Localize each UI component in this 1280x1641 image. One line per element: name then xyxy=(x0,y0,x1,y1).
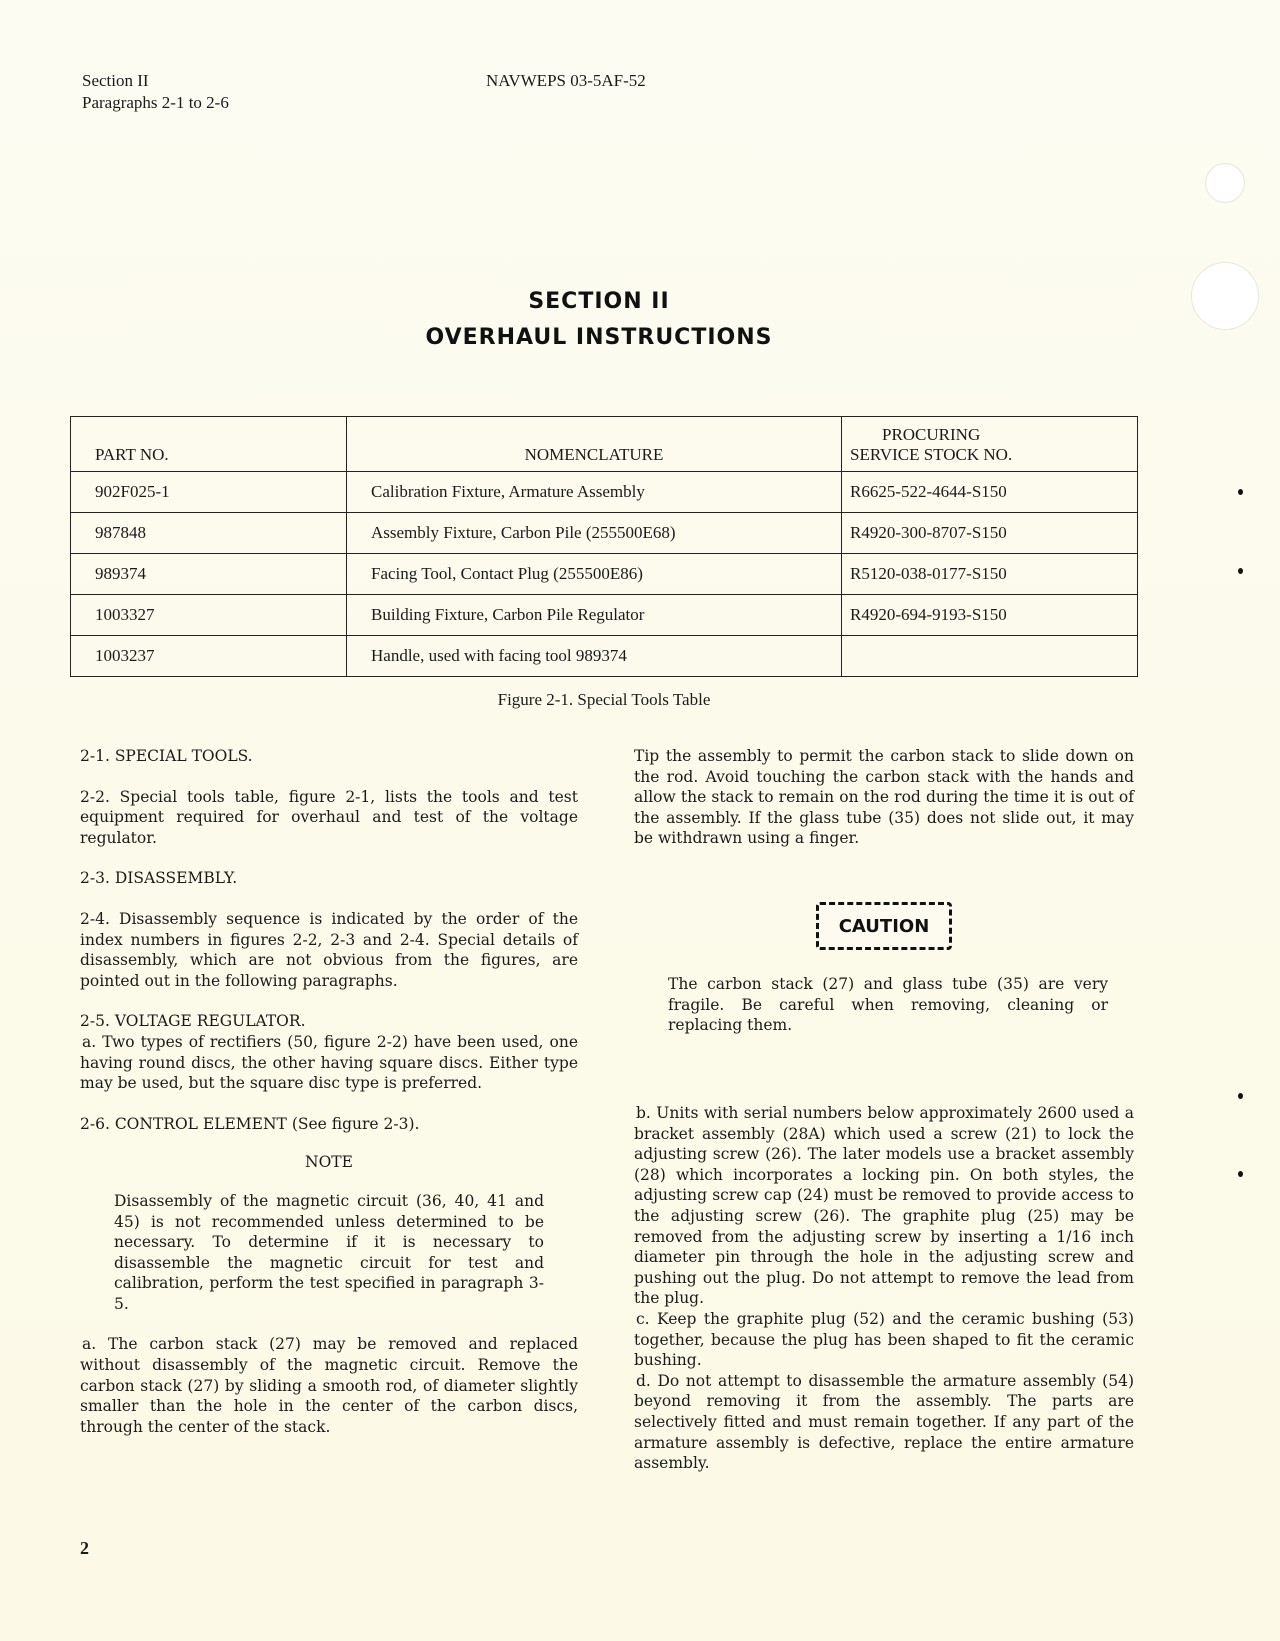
stock-no-cell xyxy=(842,636,1138,677)
section-label: Section II xyxy=(82,71,149,90)
paragraph-2-6-heading: 2-6. CONTROL ELEMENT (See figure 2-3). xyxy=(80,1114,420,1133)
right-column-bottom xyxy=(634,1103,1134,1474)
change-bar-dot-icon xyxy=(1238,489,1243,495)
part-no-cell: 1003237 xyxy=(71,636,347,677)
paragraph-2-2: 2-2. Special tools table, figure 2-1, lists the tools and test equipment required for overhaul and test of the voltage regulator. xyxy=(80,787,578,847)
punch-hole-icon xyxy=(1191,262,1259,330)
note-heading: NOTE xyxy=(305,1153,353,1172)
caution-banner xyxy=(816,902,952,950)
table-row xyxy=(71,554,1138,595)
table-header-row xyxy=(71,417,1138,472)
stock-no-header-line2: SERVICE STOCK NO. xyxy=(850,445,1013,464)
change-bar-dot-icon xyxy=(1238,1171,1243,1177)
paragraph-2-6-d: d. Do not attempt to disassemble the armature assembly (54) beyond removing it from the assembly. The parts are selectively fitted and must remain together. If any part of the armature assembly is defective, replace the entire armature assembly. xyxy=(634,1371,1134,1473)
column-header-nomenclature: NOMENCLATURE xyxy=(347,417,842,472)
change-bar-dot-icon xyxy=(1238,1093,1243,1099)
caution-label: CAUTION xyxy=(838,915,930,937)
special-tools-table xyxy=(70,416,1138,677)
section-heading: SECTION II xyxy=(528,289,670,314)
paragraph-2-6-a-continued: Tip the assembly to permit the carbon stack to slide down on the rod. Avoid touching the carbon stack with the hands and allow the stack to remain on the rod during the time it is out of the assembly. If the glass tube (35) does not slide out, it may be withdrawn using a finger. xyxy=(634,747,1134,848)
table-row xyxy=(71,513,1138,554)
part-no-cell: 989374 xyxy=(71,554,347,595)
column-header-part-no: PART NO. xyxy=(71,417,347,472)
paragraph-2-5-a: a. Two types of rectifiers (50, figure 2-2) have been used, one having round discs, the other having square discs. Either type may be used, but the square disc type is preferred. xyxy=(80,1032,578,1093)
table-row xyxy=(71,472,1138,513)
stock-no-header-line1: PROCURING xyxy=(881,425,981,444)
part-no-cell: 1003327 xyxy=(71,595,347,636)
stock-no-cell: R5120-038-0177-S150 xyxy=(842,554,1138,595)
nomenclature-cell: Calibration Fixture, Armature Assembly xyxy=(347,472,842,513)
paragraph-2-1-heading: 2-1. SPECIAL TOOLS. xyxy=(80,747,253,765)
paragraph-2-6-c: c. Keep the graphite plug (52) and the ceramic bushing (53) together, because the plug has been shaped to fit the ceramic bushing. xyxy=(634,1309,1134,1370)
nomenclature-cell: Assembly Fixture, Carbon Pile (255500E68) xyxy=(347,513,842,554)
table-row xyxy=(71,636,1138,677)
paragraph-2-3-heading: 2-3. DISASSEMBLY. xyxy=(80,869,238,888)
paragraph-2-4: 2-4. Disassembly sequence is indicated by the order of the index numbers in figures 2-2, 2-3 and 2-4. Special details of disassembly, which are not obvious from the figures, are pointed out in the following paragraphs. xyxy=(80,909,578,990)
paragraph-range: Paragraphs 2-1 to 2-6 xyxy=(82,93,229,112)
figure-caption: Figure 2-1. Special Tools Table xyxy=(497,690,711,709)
stock-no-cell: R6625-522-4644-S150 xyxy=(842,472,1138,513)
stock-no-cell: R4920-694-9193-S150 xyxy=(842,595,1138,636)
page-number: 2 xyxy=(80,1538,89,1558)
part-no-cell: 902F025-1 xyxy=(71,472,347,513)
document-number: NAVWEPS 03-5AF-52 xyxy=(486,71,646,90)
nomenclature-cell: Facing Tool, Contact Plug (255500E86) xyxy=(347,554,842,595)
caution-text: The carbon stack (27) and glass tube (35) are very fragile. Be careful when removing, cleaning or replacing them. xyxy=(668,975,1108,1035)
part-no-cell: 987848 xyxy=(71,513,347,554)
stock-no-cell: R4920-300-8707-S150 xyxy=(842,513,1138,554)
running-header-left xyxy=(82,70,229,114)
section-subheading: OVERHAUL INSTRUCTIONS xyxy=(425,325,773,350)
column-header-stock-no xyxy=(842,417,1138,472)
nomenclature-cell: Building Fixture, Carbon Pile Regulator xyxy=(347,595,842,636)
right-column-top xyxy=(634,746,1134,849)
nomenclature-cell: Handle, used with facing tool 989374 xyxy=(347,636,842,677)
punch-hole-icon xyxy=(1205,163,1245,203)
paragraph-2-5-heading: 2-5. VOLTAGE REGULATOR. xyxy=(80,1012,306,1031)
note-body: Disassembly of the magnetic circuit (36, 40, 41 and 45) is not recommended unless determined to be necessary. To determine if it is necessary to disassemble the magnetic circuit for test and calibration, perform the test specified in paragraph 3-5. xyxy=(114,1191,544,1313)
change-bar-dot-icon xyxy=(1238,568,1243,574)
table-row xyxy=(71,595,1138,636)
paragraph-2-6-b: b. Units with serial numbers below approximately 2600 used a bracket assembly (28A) which used a screw (21) to lock the adjusting screw (26). The later models use a bracket assembly (28) which incorporates a locking pin. On both styles, the adjusting screw cap (24) must be removed to provide access to the adjusting screw (26). The graphite plug (25) may be removed from the adjusting screw by inserting a 1/16 inch diameter pin through the hole in the adjusting screw and pushing out the plug. Do not attempt to remove the lead from the plug. xyxy=(634,1104,1134,1308)
left-column xyxy=(80,746,578,1437)
paragraph-2-6-a: a. The carbon stack (27) may be removed and replaced without disassembly of the magnetic circuit. Remove the carbon stack (27) by sliding a smooth rod, of diameter slightly smaller than the hole in the center of the carbon discs, through the center of the stack. xyxy=(80,1335,578,1436)
